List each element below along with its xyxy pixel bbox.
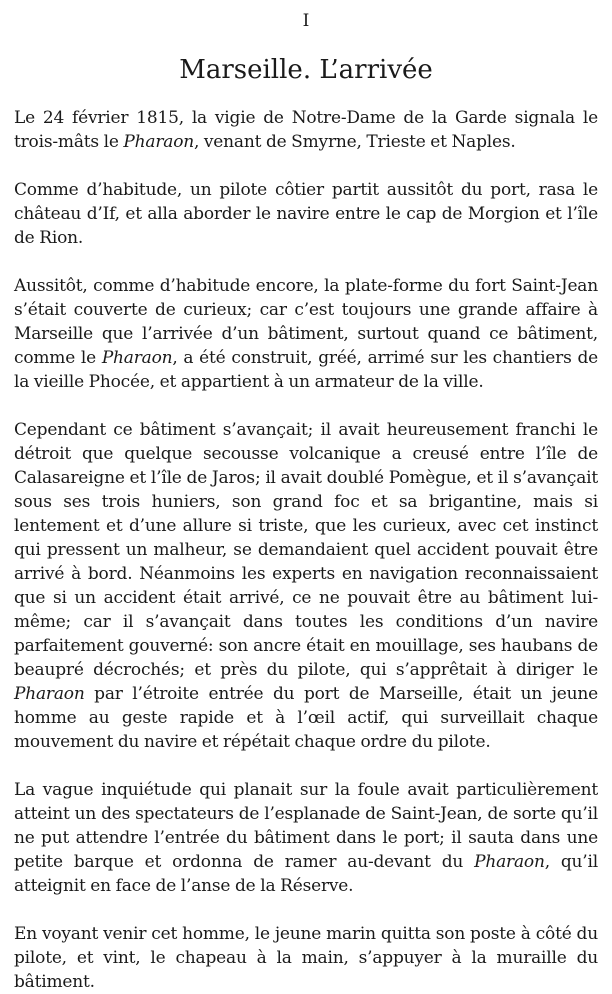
paragraph bbox=[14, 418, 598, 754]
italic-text: Pharaon bbox=[123, 132, 194, 152]
paragraph bbox=[14, 274, 598, 394]
text-run: , a été construit, gréé, arrimé sur les chantiers de la vieille Phocée, et appartient à un armateur de la ville. bbox=[14, 348, 598, 392]
body-text bbox=[14, 106, 598, 994]
text-run: , qu’il atteignit en face de l’anse de la Réserve. bbox=[14, 852, 598, 896]
paragraph bbox=[14, 178, 598, 250]
text-run: Comme d’habitude, un pilote côtier partit aussitôt du port, rasa le château d’If, et alla aborder le navire entre le cap de Morgion et l’île de Rion. bbox=[14, 180, 598, 248]
italic-text: Pharaon bbox=[101, 348, 173, 368]
text-run: En voyant venir cet homme, le jeune marin quitta son poste à côté du pilote, et vint, le chapeau à la main, s’appuyer à la muraille du bâtiment. bbox=[14, 924, 598, 992]
text-run: , venant de Smyrne, Trieste et Naples. bbox=[194, 132, 516, 152]
text-run: Cependant ce bâtiment s’avançait; il avait heureusement franchi le détroit que quelque secousse volcanique a creusé entre l’île de Calasareigne et l’île de Jaros; il avait doublé Pomègue, et il s’avançait sous ses trois huniers, son grand foc et sa brigantine, mais si lentement et d’une allure si triste, que les curieux, avec cet instinct qui pressent un malheur, se demandaient quel accident pouvait être arrivé à bord. Néanmoins les experts en navigation reconnaissaient que si un accident était arrivé, ce ne pouvait être au bâtiment lui-même; car il s’avançait dans toutes les conditions d’un navire parfaitement gouverné: son ancre était en mouillage, ses haubans de beaupré décrochés; et près du pilote, qui s’apprêtait à diriger le bbox=[14, 420, 598, 680]
paragraph bbox=[14, 778, 598, 898]
text-run: La vague inquiétude qui planait sur la foule avait particulièrement atteint un des spectateurs de l’esplanade de Saint-Jean, de sorte qu’il ne put attendre l’entrée du bâtiment dans le port; il sauta dans une petite barque et ordonna de ramer au-devant du bbox=[14, 780, 598, 872]
italic-text: Pharaon bbox=[14, 684, 85, 704]
chapter-number: I bbox=[302, 11, 310, 31]
text-run: Le 24 février 1815, la vigie de Notre-Dame de la Garde signala le trois-mâts le bbox=[14, 108, 598, 152]
italic-text: Pharaon bbox=[474, 852, 545, 872]
paragraph bbox=[14, 106, 598, 154]
chapter-title: Marseille. L’arrivée bbox=[179, 55, 433, 85]
text-run: Aussitôt, comme d’habitude encore, la plate-forme du fort Saint-Jean s’était couverte de curieux; car c’est toujours une grande affaire à Marseille que l’arrivée d’un bâtiment, surtout quand ce bâtiment, comme le bbox=[14, 276, 598, 368]
paragraph bbox=[14, 922, 598, 994]
text-run: par l’étroite entrée du port de Marseille, était un jeune homme au geste rapide et à l’œil actif, qui surveillait chaque mouvement du navire et répétait chaque ordre du pilote. bbox=[14, 684, 598, 752]
